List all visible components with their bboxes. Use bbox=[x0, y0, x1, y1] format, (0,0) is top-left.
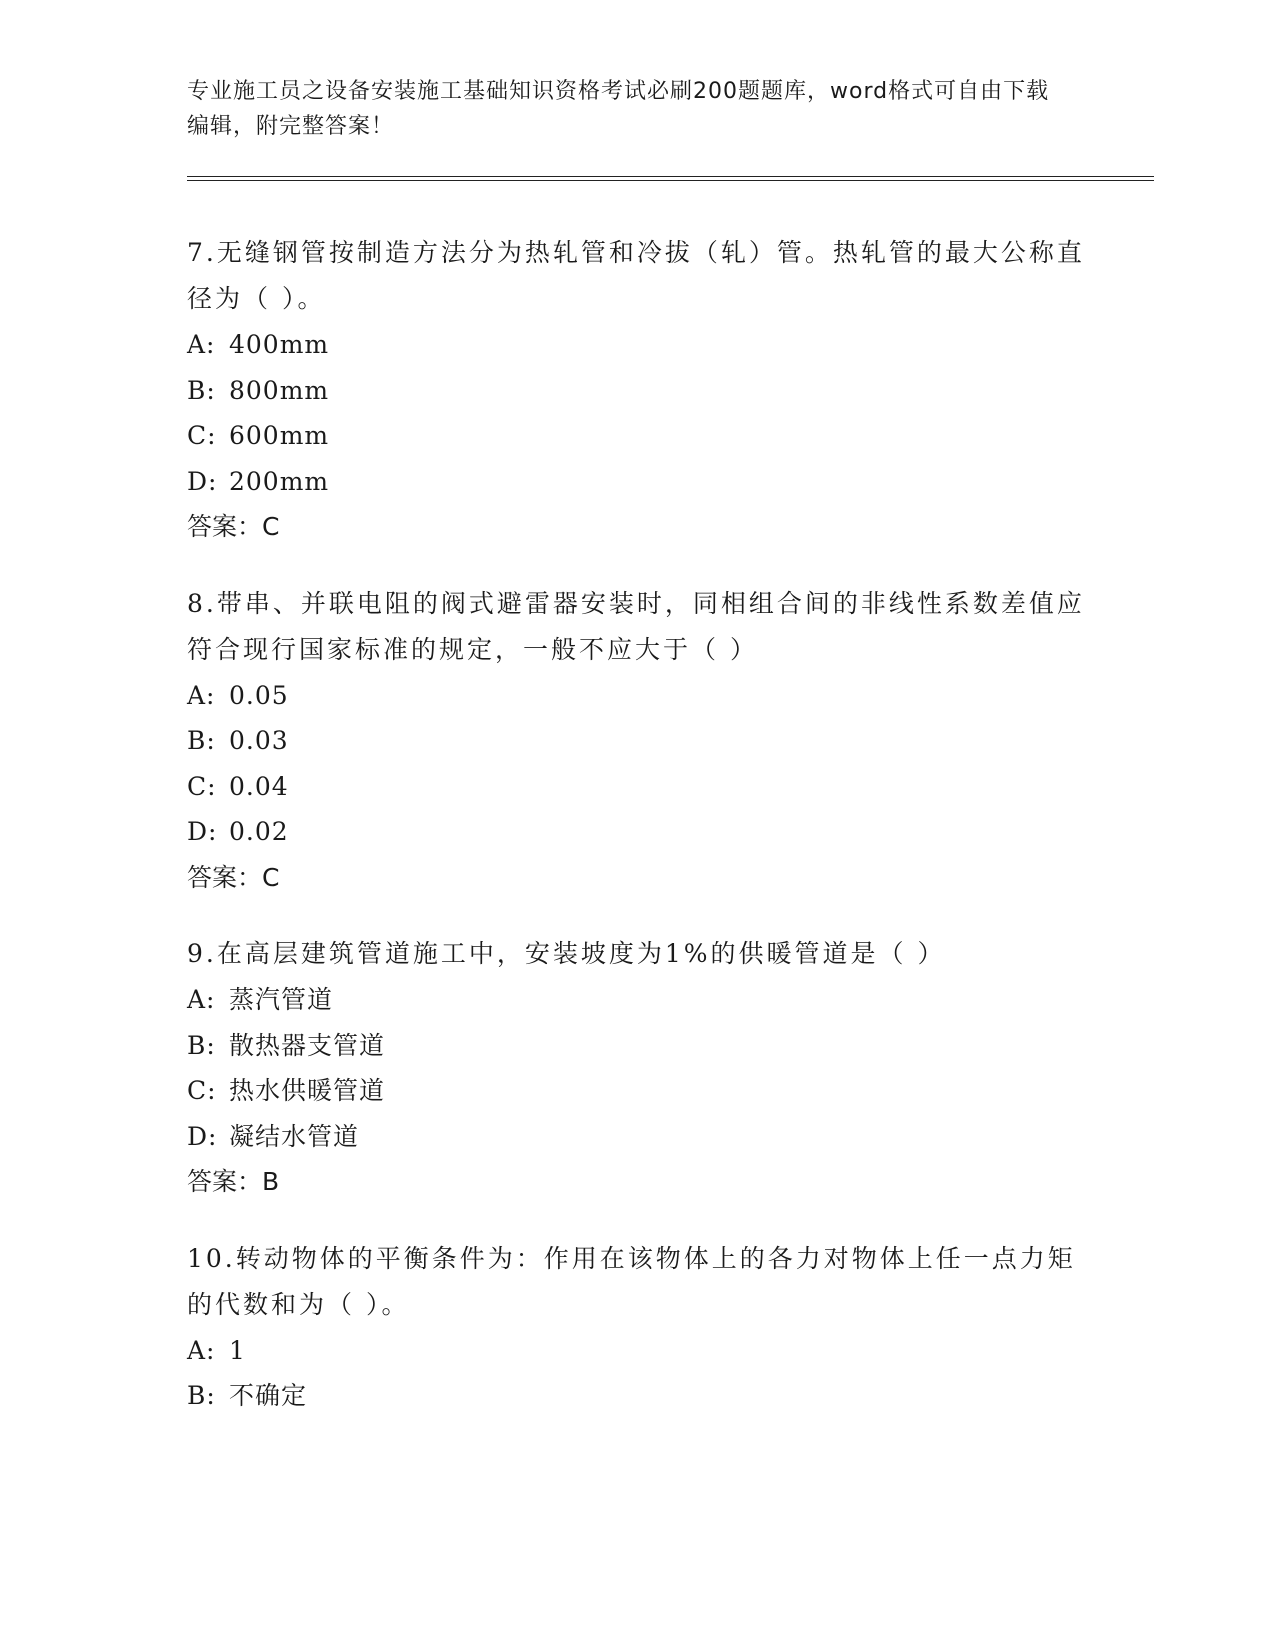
option-value: 凝结水管道 bbox=[229, 1121, 360, 1151]
header-intro-text: 专业施工员之设备安装施工基础知识资格考试必刷200题题库，word格式可自由下载编辑，附完整答案！ bbox=[187, 79, 1050, 139]
option-value: 不确定 bbox=[229, 1381, 308, 1410]
question-text: 9.在高层建筑管道施工中，安装坡度为1%的供暖管道是（ ） bbox=[187, 939, 946, 968]
option-key: A: bbox=[187, 1335, 216, 1365]
option-value: 散热器支管道 bbox=[229, 1030, 386, 1060]
answer-line: 答案：C bbox=[187, 512, 280, 541]
option-key: D: bbox=[187, 466, 218, 496]
option-c bbox=[187, 413, 1087, 459]
option-value: 1 bbox=[229, 1335, 246, 1365]
option-key: D: bbox=[187, 817, 218, 846]
question-text: 10.转动物体的平衡条件为：作用在该物体上的各力对物体上任一点力矩的代数和为（ ）。 bbox=[187, 1243, 1076, 1319]
option-b bbox=[187, 1373, 1087, 1419]
option-d bbox=[187, 459, 1087, 505]
option-value: 0.02 bbox=[229, 817, 289, 846]
option-key: A: bbox=[187, 985, 216, 1014]
option-a bbox=[187, 977, 1087, 1023]
question-8 bbox=[187, 581, 1087, 901]
document-header bbox=[187, 74, 1067, 144]
option-value: 400mm bbox=[229, 330, 330, 359]
option-value: 0.03 bbox=[229, 726, 289, 755]
option-value: 热水供暖管道 bbox=[229, 1076, 386, 1105]
option-a bbox=[187, 1328, 1087, 1374]
option-key: A: bbox=[187, 330, 216, 359]
question-text: 8.带串、并联电阻的阀式避雷器安装时，同相组合间的非线性系数差值应符合现行国家标准的规定，一般不应大于（ ） bbox=[187, 588, 1085, 664]
option-value: 600mm bbox=[229, 421, 330, 450]
answer-line: 答案：B bbox=[187, 1167, 280, 1196]
question-text: 7.无缝钢管按制造方法分为热轧管和冷拔（轧）管。热轧管的最大公称直径为（ ）。 bbox=[187, 238, 1085, 313]
option-key: C: bbox=[187, 771, 217, 801]
option-value: 0.04 bbox=[229, 771, 289, 801]
option-key: D: bbox=[187, 1121, 218, 1151]
question-9 bbox=[187, 931, 1087, 1205]
option-b bbox=[187, 718, 1087, 764]
question-list bbox=[187, 230, 1087, 1450]
answer-line: 答案：C bbox=[187, 862, 280, 892]
option-key: B: bbox=[187, 1030, 216, 1060]
option-c bbox=[187, 1068, 1087, 1114]
option-d bbox=[187, 809, 1087, 855]
option-value: 200mm bbox=[229, 466, 330, 496]
option-value: 0.05 bbox=[229, 680, 289, 710]
question-10 bbox=[187, 1236, 1087, 1419]
option-value: 800mm bbox=[229, 375, 330, 405]
option-c bbox=[187, 764, 1087, 810]
option-key: B: bbox=[187, 375, 216, 405]
option-b bbox=[187, 1023, 1087, 1069]
option-key: A: bbox=[187, 680, 216, 710]
question-7 bbox=[187, 230, 1087, 550]
option-key: C: bbox=[187, 1076, 217, 1105]
option-a bbox=[187, 673, 1087, 719]
option-d bbox=[187, 1114, 1087, 1160]
option-a bbox=[187, 322, 1087, 368]
header-divider bbox=[187, 176, 1154, 181]
option-key: B: bbox=[187, 726, 216, 755]
option-key: C: bbox=[187, 421, 217, 450]
option-key: B: bbox=[187, 1381, 216, 1410]
option-value: 蒸汽管道 bbox=[229, 985, 334, 1014]
option-b bbox=[187, 368, 1087, 414]
